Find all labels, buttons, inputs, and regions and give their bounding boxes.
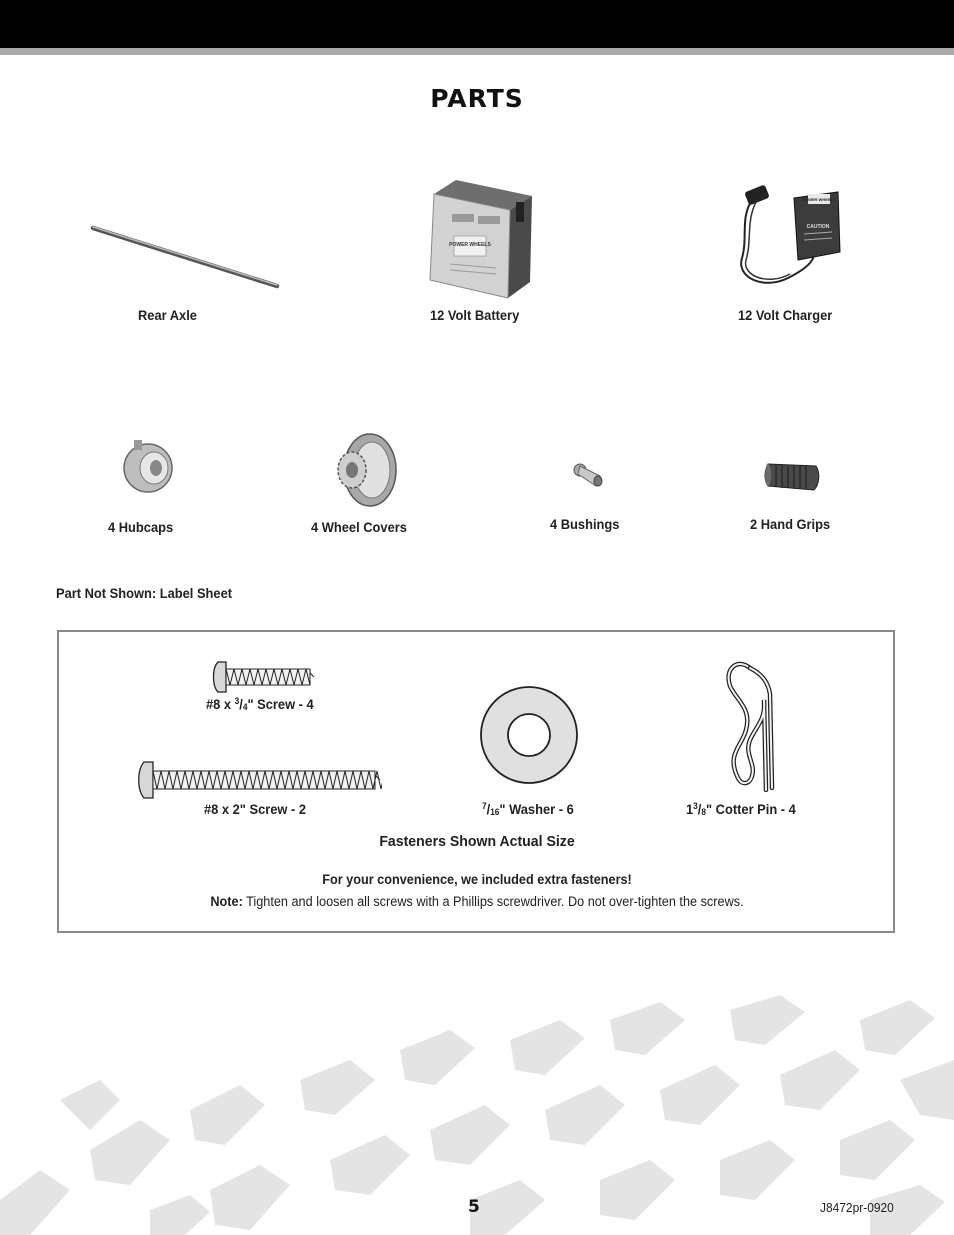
hubcap-image	[120, 436, 176, 496]
short-screw-num: 3	[234, 696, 240, 706]
wheel-covers-label: 4 Wheel Covers	[311, 519, 407, 535]
document-code: J8472pr-0920	[820, 1200, 894, 1215]
long-screw-image	[136, 760, 382, 800]
cotter-pin-image	[722, 660, 778, 792]
part-not-shown-note: Part Not Shown: Label Sheet	[56, 585, 233, 601]
cotter-slash: /	[697, 801, 702, 817]
hubcaps-label: 4 Hubcaps	[108, 519, 174, 535]
hand-grips-label: 2 Hand Grips	[750, 516, 831, 532]
battery-label: 12 Volt Battery	[430, 307, 520, 323]
charger-brand-text: POWER WHEELS	[802, 197, 836, 202]
bushings-label: 4 Bushings	[550, 516, 620, 532]
short-screw-label	[206, 696, 314, 712]
battery-brand-text: POWER WHEELS	[449, 242, 491, 248]
page-title: PARTS	[430, 84, 524, 113]
washer-image	[478, 685, 580, 785]
rear-axle-image	[88, 222, 284, 292]
long-screw-label: #8 x 2" Screw - 2	[204, 801, 307, 817]
header-stripe	[0, 48, 954, 55]
short-screw-prefix: #8 x	[206, 696, 235, 712]
battery-image	[424, 178, 534, 300]
washer-label	[482, 801, 574, 817]
screwdriver-note	[29, 894, 926, 909]
rear-axle-label: Rear Axle	[138, 307, 197, 323]
bushing-image	[572, 462, 606, 490]
cotter-whole: 1	[686, 801, 694, 817]
header-bar	[0, 0, 954, 48]
charger-image	[734, 178, 846, 298]
washer-den: 16	[490, 807, 500, 817]
washer-slash: /	[486, 801, 491, 817]
short-screw-suffix: " Screw - 4	[247, 696, 314, 712]
short-screw-image	[210, 660, 316, 694]
fasteners-caption: Fasteners Shown Actual Size	[379, 833, 575, 850]
page-number: 5	[468, 1197, 480, 1217]
hand-grip-image	[762, 458, 822, 494]
cotter-suffix: " Cotter Pin - 4	[705, 801, 796, 817]
cotter-num: 3	[693, 801, 698, 811]
washer-num: 7	[482, 801, 487, 811]
cotter-pin-label	[686, 801, 796, 817]
charger-label: 12 Volt Charger	[738, 307, 833, 323]
wheel-cover-image	[330, 428, 400, 508]
short-screw-den: 4	[242, 702, 248, 712]
extra-fasteners-note: For your convenience, we included extra fasteners!	[322, 872, 632, 887]
short-screw-slash: /	[239, 696, 243, 712]
washer-suffix: " Washer - 6	[499, 801, 574, 817]
note-label: Note:	[210, 894, 243, 909]
note-text: Tighten and loosen all screws with a Phillips screwdriver. Do not over-tighten the screws.	[242, 894, 744, 909]
charger-caution-text: CAUTION	[806, 224, 830, 230]
cotter-den: 8	[701, 807, 706, 817]
